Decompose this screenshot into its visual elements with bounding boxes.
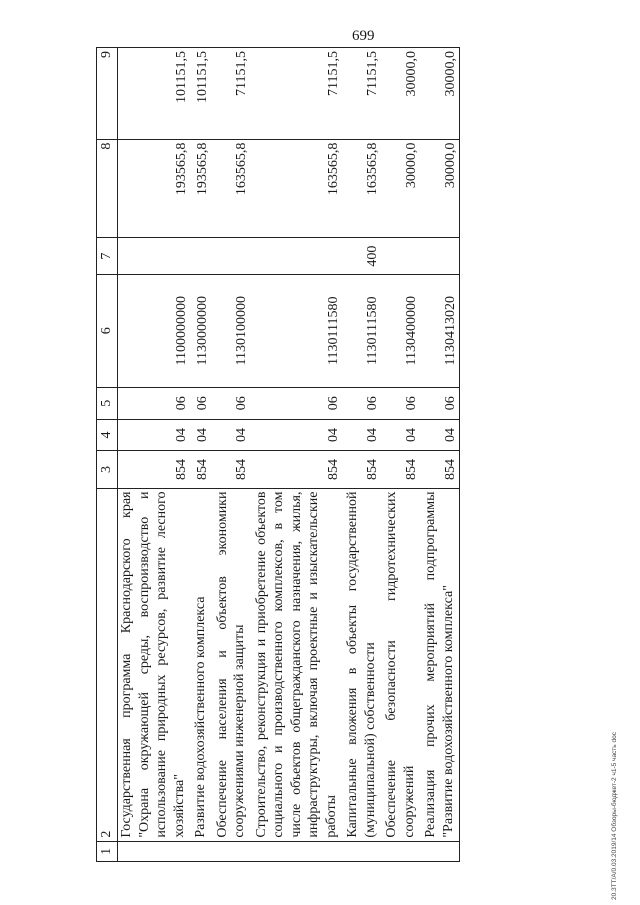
rz-cell: 04 bbox=[190, 419, 212, 451]
header-row bbox=[97, 48, 118, 862]
row-name-cell: Государственная программа Краснодарского края "Охрана окружающей среды, воспроизводство и использование природных ресурсов, развитие лесного хозяйства" bbox=[118, 488, 191, 841]
header-col-8: 8 bbox=[97, 139, 118, 238]
grbs-cell: 854 bbox=[190, 451, 212, 488]
row-number-cell bbox=[420, 841, 460, 861]
amount-2021-cell: 71151,5 bbox=[251, 48, 343, 140]
amount-2020-cell: 163565,8 bbox=[251, 139, 343, 238]
grbs-cell: 854 bbox=[420, 451, 460, 488]
rz-cell: 04 bbox=[212, 419, 251, 451]
rz-cell: 04 bbox=[420, 419, 460, 451]
table-row bbox=[251, 48, 343, 862]
rz-cell: 04 bbox=[251, 419, 343, 451]
table-row bbox=[118, 48, 191, 862]
amount-2020-cell: 193565,8 bbox=[118, 139, 191, 238]
csr-cell: 1130100000 bbox=[212, 274, 251, 387]
amount-2021-cell: 101151,5 bbox=[118, 48, 191, 140]
row-name-cell: Реализация прочих мероприятий подпрограммы "Развитие водохозяйственного комплекса" bbox=[420, 488, 460, 841]
pr-cell: 06 bbox=[251, 387, 343, 419]
csr-cell: 1130000000 bbox=[190, 274, 212, 387]
header-col-1: 1 bbox=[97, 841, 118, 861]
header-col-9: 9 bbox=[97, 48, 118, 140]
table-row bbox=[381, 48, 420, 862]
footer-note bbox=[611, 620, 621, 900]
vr-cell: 400 bbox=[342, 238, 381, 274]
rz-cell: 04 bbox=[381, 419, 420, 451]
amount-2020-cell: 30000,0 bbox=[381, 139, 420, 238]
amount-2021-cell: 71151,5 bbox=[212, 48, 251, 140]
table-row bbox=[212, 48, 251, 862]
amount-2020-cell: 163565,8 bbox=[212, 139, 251, 238]
row-number-cell bbox=[118, 841, 191, 861]
footer-note-text: 20.3ТТ/А/0.03.2019/14 Обзоры-бюджет-2 ч1-5 часть doc bbox=[611, 732, 618, 900]
row-number-cell bbox=[342, 841, 381, 861]
table-row bbox=[420, 48, 460, 862]
row-name-cell: Развитие водохозяйственного комплекса bbox=[190, 488, 212, 841]
pr-cell: 06 bbox=[190, 387, 212, 419]
row-number-cell bbox=[212, 841, 251, 861]
page-number: 699 bbox=[352, 28, 375, 44]
header-col-6: 6 bbox=[97, 274, 118, 387]
csr-cell: 1130111580 bbox=[251, 274, 343, 387]
row-name-cell: Строительство, реконструкция и приобретение объектов социального и производственного комплексов, в том числе объектов общегражданского назначения, жилья, инфраструктуры, включая проектные и изыскательские работы bbox=[251, 488, 343, 841]
grbs-cell: 854 bbox=[342, 451, 381, 488]
header-col-4: 4 bbox=[97, 419, 118, 451]
vr-cell bbox=[420, 238, 460, 274]
pr-cell: 06 bbox=[420, 387, 460, 419]
pr-cell: 06 bbox=[342, 387, 381, 419]
csr-cell: 1130413020 bbox=[420, 274, 460, 387]
grbs-cell: 854 bbox=[118, 451, 191, 488]
vr-cell bbox=[381, 238, 420, 274]
csr-cell: 1130111580 bbox=[342, 274, 381, 387]
grbs-cell: 854 bbox=[251, 451, 343, 488]
csr-cell: 1100000000 bbox=[118, 274, 191, 387]
vr-cell bbox=[190, 238, 212, 274]
rotated-table-container bbox=[96, 47, 581, 862]
rz-cell: 04 bbox=[118, 419, 191, 451]
amount-2020-cell: 163565,8 bbox=[342, 139, 381, 238]
table-row bbox=[342, 48, 381, 862]
budget-table bbox=[96, 47, 460, 862]
row-number-cell bbox=[190, 841, 212, 861]
csr-cell: 1130400000 bbox=[381, 274, 420, 387]
header-col-2: 2 bbox=[97, 488, 118, 841]
amount-2021-cell: 101151,5 bbox=[190, 48, 212, 140]
pr-cell: 06 bbox=[118, 387, 191, 419]
row-name-cell: Капитальные вложения в объекты государственной (муниципальной) собственности bbox=[342, 488, 381, 841]
pr-cell: 06 bbox=[381, 387, 420, 419]
amount-2021-cell: 30000,0 bbox=[381, 48, 420, 140]
grbs-cell: 854 bbox=[212, 451, 251, 488]
amount-2020-cell: 193565,8 bbox=[190, 139, 212, 238]
row-number-cell bbox=[251, 841, 343, 861]
row-number-cell bbox=[381, 841, 420, 861]
amount-2021-cell: 71151,5 bbox=[342, 48, 381, 140]
grbs-cell: 854 bbox=[381, 451, 420, 488]
header-col-5: 5 bbox=[97, 387, 118, 419]
header-col-3: 3 bbox=[97, 451, 118, 488]
rz-cell: 04 bbox=[342, 419, 381, 451]
row-name-cell: Обеспечение населения и объектов экономики сооружениями инженерной защиты bbox=[212, 488, 251, 841]
vr-cell bbox=[118, 238, 191, 274]
vr-cell bbox=[212, 238, 251, 274]
amount-2020-cell: 30000,0 bbox=[420, 139, 460, 238]
vr-cell bbox=[251, 238, 343, 274]
pr-cell: 06 bbox=[212, 387, 251, 419]
amount-2021-cell: 30000,0 bbox=[420, 48, 460, 140]
table-row bbox=[190, 48, 212, 862]
header-col-7: 7 bbox=[97, 238, 118, 274]
row-name-cell: Обеспечение безопасности гидротехнических сооружений bbox=[381, 488, 420, 841]
